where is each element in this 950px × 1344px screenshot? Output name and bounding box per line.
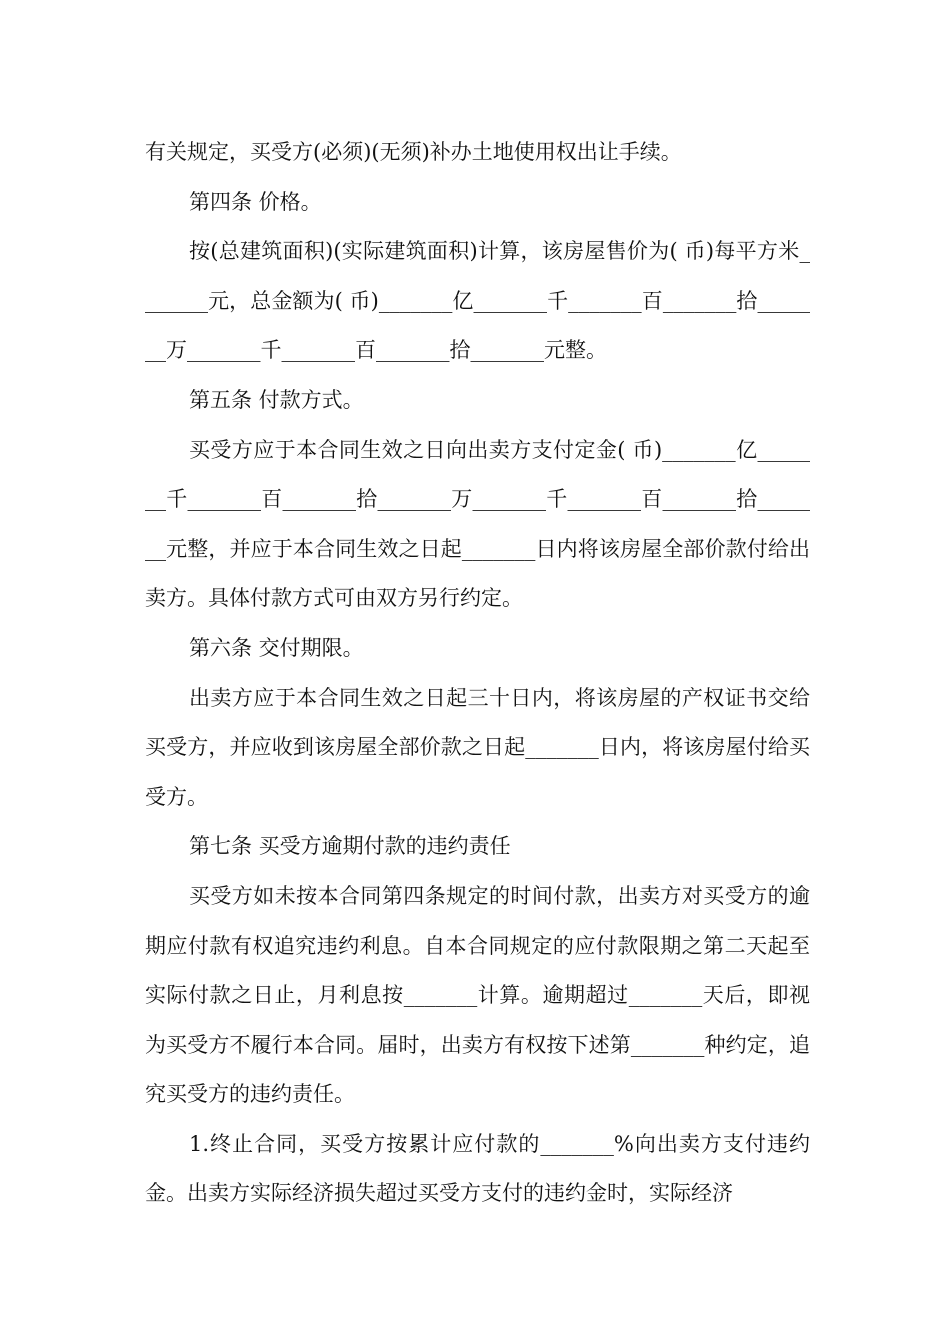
paragraph-price: 按(总建筑面积)(实际建筑面积)计算，该房屋售价为( 币)每平方米_______元，总金额为( 币)_______亿_______千_______百_______拾_______万_______千_______百_______拾_______元整。	[145, 239, 810, 363]
document-body	[145, 128, 810, 1219]
article-6-heading: 第六条 交付期限。	[189, 635, 364, 660]
article-5-heading: 第五条 付款方式。	[189, 387, 364, 412]
paragraph-land-use-right: 有关规定，买受方(必须)(无须)补办土地使用权出让手续。	[145, 140, 682, 164]
paragraph-late-payment: 买受方如未按本合同第四条规定的时间付款，出卖方对买受方的逾期应付款有权追究违约利息。自本合同规定的应付款限期之第二天起至实际付款之日止，月利息按_______计算。逾期超过_______天后，即视为买受方不履行本合同。届时，出卖方有权按下述第_______种约定，追究买受方的违约责任。	[145, 883, 810, 1107]
article-4-heading: 第四条 价格。	[189, 189, 322, 214]
article-7-heading: 第七条 买受方逾期付款的违约责任	[189, 834, 511, 859]
paragraph-payment-method: 买受方应于本合同生效之日向出卖方支付定金( 币)_______亿_______千_______百_______拾_______万_______千_______百_______拾_______元整，并应于本合同生效之日起_______日内将该房屋全部价款付给出卖方。具体付款方式可由双方另行约定。	[145, 437, 810, 611]
paragraph-delivery-deadline: 出卖方应于本合同生效之日起三十日内，将该房屋的产权证书交给买受方，并应收到该房屋全部价款之日起_______日内，将该房屋付给买受方。	[145, 685, 810, 809]
paragraph-terminate-contract: 1.终止合同，买受方按累计应付款的_______%向出卖方支付违约金。出卖方实际经济损失超过买受方支付的违约金时，实际经济	[145, 1131, 810, 1206]
